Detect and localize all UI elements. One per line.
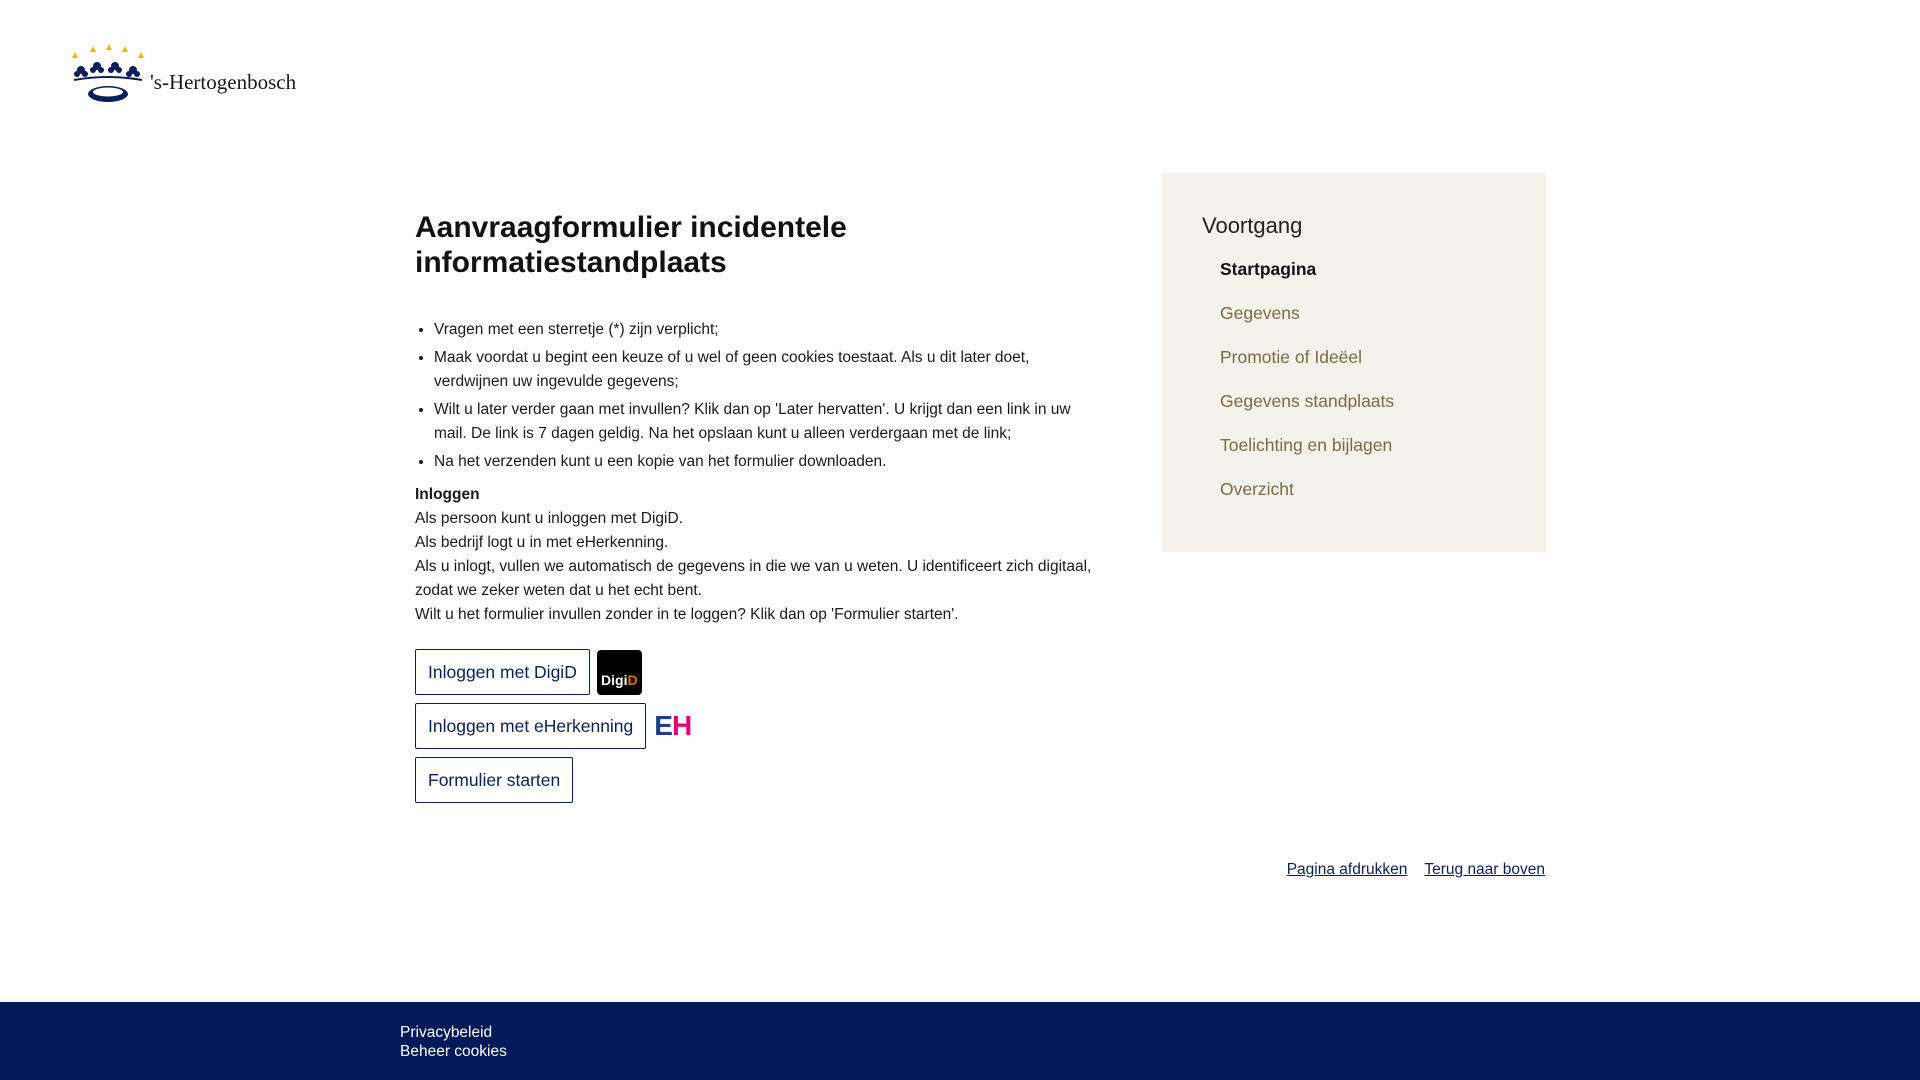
- start-form-button[interactable]: Formulier starten: [415, 757, 573, 803]
- municipality-logo[interactable]: [68, 44, 296, 113]
- eh-logo-h: H: [671, 710, 692, 741]
- progress-panel: [1162, 173, 1546, 552]
- digid-logo-letter: D: [627, 671, 638, 688]
- site-footer: [0, 1002, 1920, 1080]
- main-content: [415, 210, 1095, 803]
- progress-step-startpagina: Startpagina: [1220, 259, 1317, 279]
- crown-icon: [68, 44, 148, 113]
- digid-logo-icon: [597, 650, 642, 695]
- start-row: [415, 757, 1095, 803]
- login-digid-button[interactable]: Inloggen met DigiD: [415, 649, 590, 695]
- login-info: [415, 483, 1095, 627]
- login-text-line: Als bedrijf logt u in met eHerkenning.: [415, 534, 669, 551]
- eherkenning-row: [415, 703, 1095, 749]
- privacy-policy-link[interactable]: Privacybeleid: [400, 1024, 493, 1041]
- progress-title: Voortgang: [1202, 213, 1303, 238]
- digid-row: [415, 649, 1095, 695]
- progress-step-promotie: Promotie of Ideëel: [1220, 347, 1363, 367]
- instruction-item: • Maak voordat u begint een keuze of u wel of geen cookies toestaat. Als u dit later doet, verdwijnen uw ingevulde gegevens;: [434, 346, 1095, 394]
- login-text-line: Als persoon kunt u inloggen met DigiD.: [415, 510, 683, 527]
- instruction-item: • Vragen met een sterretje (*) zijn verplicht;: [434, 318, 1095, 342]
- progress-step-toelichting: Toelichting en bijlagen: [1220, 435, 1393, 455]
- login-text-line: Als u inlogt, vullen we automatisch de gegevens in die we van u weten. U identificeert zich digitaal, zodat we zeker weten dat u het echt bent.: [415, 558, 1092, 599]
- login-text-line: Wilt u het formulier invullen zonder in te loggen? Klik dan op 'Formulier starten'.: [415, 606, 959, 623]
- login-eherkenning-button[interactable]: Inloggen met eHerkenning: [415, 703, 646, 749]
- municipality-name: 's-Hertogenbosch: [150, 70, 297, 94]
- instruction-item: • Wilt u later verder gaan met invullen? Klik dan op 'Later hervatten'. U krijgt dan een link in uw mail. De link is 7 dagen geldig. Na het opslaan kunt u alleen verdergaan met de link;: [434, 398, 1095, 446]
- instruction-item: • Na het verzenden kunt u een kopie van het formulier downloaden.: [434, 450, 1095, 474]
- progress-steps: [1202, 258, 1546, 500]
- login-heading: Inloggen: [415, 486, 480, 503]
- print-page-link[interactable]: Pagina afdrukken: [1286, 861, 1408, 878]
- back-to-top-link[interactable]: Terug naar boven: [1424, 861, 1545, 878]
- page-utility-links: [1287, 861, 1545, 879]
- footer-links: [400, 1023, 507, 1061]
- instructions-list: [415, 318, 1095, 474]
- progress-step-overzicht: Overzicht: [1220, 479, 1294, 499]
- digid-logo-text: Digi: [601, 671, 628, 688]
- eh-logo-e: E: [654, 710, 672, 741]
- progress-step-gegevens: Gegevens: [1220, 303, 1300, 323]
- page-title: Aanvraagformulier incidentele informatiestandplaats: [415, 211, 847, 279]
- eherkenning-logo-icon: [654, 710, 691, 742]
- manage-cookies-link[interactable]: Beheer cookies: [400, 1043, 507, 1060]
- progress-step-standplaats: Gegevens standplaats: [1220, 391, 1395, 411]
